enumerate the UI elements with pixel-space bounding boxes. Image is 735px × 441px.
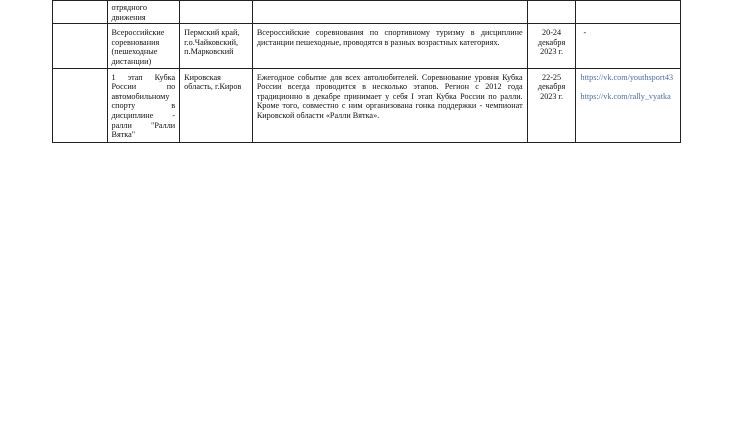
event-name: отрядного движения bbox=[111, 3, 147, 22]
event-name-line: автомобильному bbox=[111, 91, 170, 101]
event-name-cell bbox=[107, 1, 180, 24]
event-link[interactable]: https://vk.com/rally_vyatka bbox=[580, 92, 671, 102]
event-dates-cell bbox=[527, 1, 576, 24]
event-place-cell bbox=[180, 68, 253, 142]
event-dates-cell bbox=[527, 68, 576, 142]
event-name: Всероссийские соревнования (пешеходные дистанции) bbox=[111, 28, 165, 66]
event-name-line: России по bbox=[111, 82, 176, 92]
event-links-cell bbox=[576, 1, 681, 24]
event-description: Ежегодное событие для всех автолюбителей. Соревнование уровня Кубка России всегда проводится в несколько этапов. Регион с 2012 года традиционно в декабре принимает у себя I этап Кубка России по ралли. Кроме того, совместно с ним организована гонка поддержки - чемпионат Кировской области «Ралли Вятка». bbox=[256, 72, 523, 120]
event-link-placeholder: - bbox=[583, 28, 587, 38]
event-link[interactable]: https://vk.com/youthsport43 bbox=[580, 72, 674, 82]
event-name-line: спорту в bbox=[111, 101, 176, 111]
event-links-cell bbox=[576, 24, 681, 68]
event-place-cell bbox=[180, 1, 253, 24]
event-name-cell bbox=[107, 24, 180, 68]
event-name-line: 1 этап Кубка bbox=[111, 72, 176, 82]
event-dates-cell bbox=[527, 24, 576, 68]
row-number-cell bbox=[53, 1, 108, 24]
event-description-cell bbox=[252, 68, 527, 142]
table-row bbox=[53, 1, 681, 24]
event-name-cell bbox=[107, 68, 180, 142]
event-description-cell bbox=[252, 1, 527, 24]
row-number-cell bbox=[53, 68, 108, 142]
event-name-line: дисциплине - bbox=[111, 110, 176, 120]
row-number-cell bbox=[53, 24, 108, 68]
table-row bbox=[53, 68, 681, 142]
event-name-line: ралли "Ралли bbox=[111, 120, 176, 130]
table-row bbox=[53, 24, 681, 68]
event-place: Пермский край, г.о.Чайковский, п.Марковский bbox=[184, 28, 240, 57]
link-spacer bbox=[580, 82, 676, 92]
events-table bbox=[52, 0, 681, 143]
event-place: Кировская область, г.Киров bbox=[184, 72, 242, 92]
event-description: Всероссийские соревнования по спортивному туризму в дисциплине дистанции пешеходные, проводятся в разных возрастных категориях. bbox=[256, 28, 523, 47]
event-links-cell bbox=[576, 68, 681, 142]
event-dates: 22-25 декабря 2023 г. bbox=[537, 72, 566, 101]
event-name-line: Вятка" bbox=[111, 130, 136, 140]
event-place-cell bbox=[180, 24, 253, 68]
event-dates: 20-24 декабря 2023 г. bbox=[537, 28, 566, 57]
event-description-cell bbox=[252, 24, 527, 68]
